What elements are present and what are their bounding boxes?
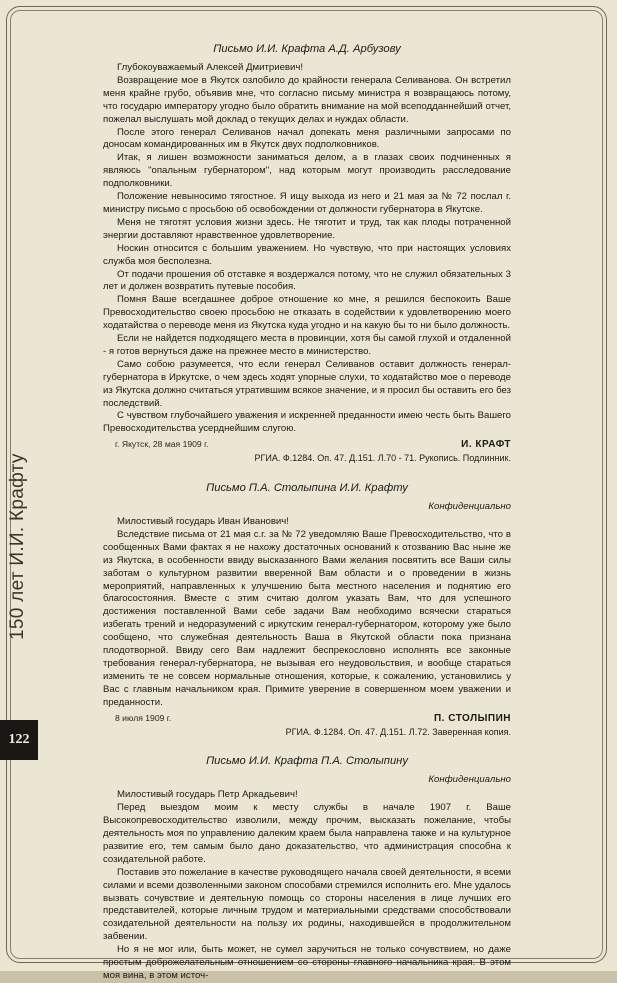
letter-paragraph: Возвращение мое в Якутск озлобило до крайности генерала Селиванова. Он встретил меня крайне грубо, объявив мне, что согласно письму министра я возвращаюсь потому, что государю императору угодно было обратить внимание на мой всеподданнейший отчет, пожелал выслушать мой доклад о текущих делах и нуждах области. <box>103 74 511 125</box>
signature-block <box>103 438 511 465</box>
confidential-label: Конфиденциально <box>428 774 511 786</box>
signature: П. СТОЛЫПИН <box>433 712 511 724</box>
letter-title: Письмо И.И. Крафта П.А. Столыпину <box>206 755 408 768</box>
archive-source: РГИА. Ф.1284. Оп. 47. Д.151. Л.72. Заверенная копия. <box>285 726 511 737</box>
letter-paragraph: Положение невыносимо тягостное. Я ищу выхода из него и 21 мая за № 72 послал г. министру письмо с просьбою об освобождении от должности губернатора в Якутске. <box>103 191 511 215</box>
letter-kraft-arbuzov <box>103 42 511 465</box>
letter-paragraph: Меня не тяготят условия жизни здесь. Не тяготит и труд, так как плоды потраченной энергии доставляют нравственное удовлетворение. <box>103 216 511 241</box>
letter-paragraph: Вследствие письма от 21 мая с.г. за № 72 уведомляю Ваше Превосходительство, что в сообщенных Вами фактах я не нахожу достаточных оснований к отозванию Вас ныне же из Якутска, в особенности ввиду высказанного Вами желания посвятить все Ваши силы заботам о культурном развитии вверенной Вам области и о проведении в жизнь мероприятий, направленных к улучшению быта местного населения и поднятию его благосостояния. Вместе с этим считаю долгом указать Вам, что для успешного достижения поставленной Вами себе задачи Вам необходимо всячески стараться избегать трений и недоразумений с иркутским генерал-губернатором, которому уже было сообщено, что служебная деятельность Ваша в Якутской области пока признана плодотворной. Ввиду сего Вам надлежит беспрекословно исполнять все законные требования генерал-губернатора, не вызывая его неудовольствия, и вообще стараться изменить те не совсем нормальные отношения, которые, к сожалению, установились у Вас с главным начальником края. Примите уверение в совершенном моем уважении и преданности. <box>103 528 511 708</box>
place-date: г. Якутск, 28 мая 1909 г. <box>115 439 209 450</box>
letter-paragraph: Само собою разумеется, что если генерал Селиванов оставит должность генерал-губернатора в Иркутске, о чем здесь ходят упорные слухи, то ходатайство мое о переводе из Якутска должно считаться утратившим всякое значение, и я просил бы оставить его без последствий. <box>103 358 511 409</box>
letter-salutation: Милостивый государь Иван Иванович! <box>117 516 289 527</box>
letter-paragraph: От подачи прошения об отставке я воздержался потому, что не служил обязательных 3 лет и должен возвратить путевые пособия. <box>103 268 511 293</box>
letter-paragraph: Перед выездом моим к месту службы в начале 1907 г. Ваше Высокопревосходительство изволили, между прочим, высказать пожелание, чтобы деятельность моя по управлению далеким краем была направлена также и на культурное развитие его, тем самым было дано доказательство, что администрация способна к созидательной работе. <box>103 802 511 865</box>
letter-title: Письмо И.И. Крафта А.Д. Арбузову <box>213 43 401 55</box>
letter-paragraph: Но я не мог или, быть может, не сумел заручиться не только сочувствием, но даже простым доброжелательным отношением со стороны главного начальника края. В этом моя вина, в этом источ- <box>103 944 511 981</box>
letter-paragraph: Носкин относится с большим уважением. Но чувствую, что при настоящих условиях служба моя бесполезна. <box>103 242 511 267</box>
letter-paragraph: После этого генерал Селиванов начал допекать меня различными запросами по доносам командированных им в Якутск двух подполковников. <box>103 126 511 151</box>
letter-title: Письмо П.А. Столыпина И.И. Крафту <box>206 482 408 495</box>
confidential-label: Конфиденциально <box>428 501 511 513</box>
signature-row <box>103 438 511 452</box>
place-date: 8 июля 1909 г. <box>115 712 172 723</box>
signature-block <box>103 712 511 739</box>
signature-row <box>103 712 511 726</box>
letter-kraft-stolypin <box>103 754 511 983</box>
page-content <box>103 42 511 983</box>
archive-source: РГИА. Ф.1284. Оп. 47. Д.151. Л.70 - 71. Рукопись. Подлинник. <box>254 453 511 464</box>
running-title: 150 лет И.И. Крафту <box>7 453 28 640</box>
letter-paragraph: Помня Ваше всегдашнее доброе отношение ко мне, я решился беспокоить Ваше Превосходительство своею просьбою не отказать в содействии к удовлетворению моего ходатайства о переводе меня из Якутска куда угодно и на какую бы то ни было должность. <box>103 294 511 332</box>
letter-salutation: Глубокоуважаемый Алексей Дмитриевич! <box>117 62 304 73</box>
letter-paragraph: Итак, я лишен возможности заниматься делом, а в глазах своих подчиненных я являюсь "опальным губернатором", над которым могут производить расследование подполковники. <box>103 152 511 190</box>
letter-salutation: Милостивый государь Петр Аркадьевич! <box>117 789 298 801</box>
letter-paragraph: С чувством глубочайшего уважения и искренней преданности имею честь быть Вашего Превосходительства усерднейшим слугою. <box>103 410 511 435</box>
signature: И. КРАФТ <box>461 439 511 451</box>
letter-paragraph: Поставив это пожелание в качестве руководящего начала своей деятельности, я всеми силами и всеми дозволенными законом способами стремился исполнить его. Мне удалось вызвать сочувствие и деятельную помощь со стороны населения в лице лучших его представителей, которые личным трудом и материальными средствами способствовали созидательной деятельности на пользу их родины, находившейся в продолжительном забвении. <box>103 866 511 943</box>
letter-stolypin-kraft <box>103 481 511 738</box>
letter-paragraph: Если не найдется подходящего места в провинции, хотя бы самой глухой и отдаленной - я готов вернуться даже на прежнее место в министерство. <box>103 333 511 357</box>
page-number: 122 <box>0 720 38 760</box>
